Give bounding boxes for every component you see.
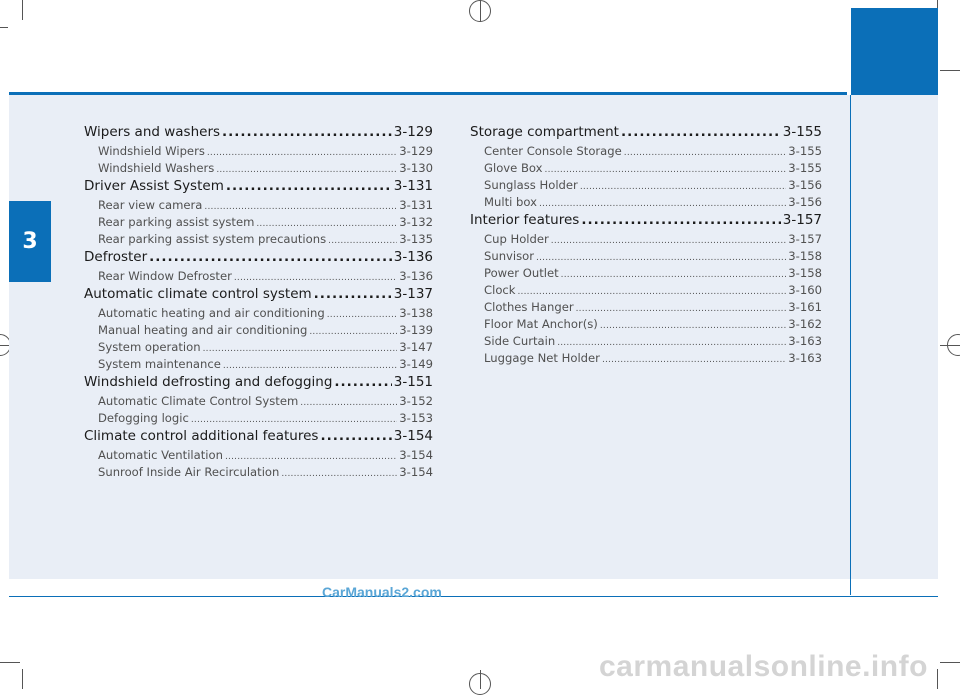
toc-entry[interactable] <box>470 144 822 161</box>
toc-page: 3-161 <box>788 300 822 314</box>
toc-section[interactable] <box>84 178 433 198</box>
toc-page: 3-138 <box>399 306 433 320</box>
toc-entry[interactable] <box>470 283 822 300</box>
toc-entry[interactable] <box>470 300 822 317</box>
bottom-rule <box>9 596 938 597</box>
toc-left-column <box>84 124 433 482</box>
toc-section[interactable] <box>470 124 822 144</box>
right-margin-rule <box>850 95 851 595</box>
toc-entry[interactable] <box>84 448 433 465</box>
leader-dots <box>226 178 392 194</box>
leader-dots <box>222 124 392 140</box>
toc-page: 3-131 <box>393 178 433 194</box>
toc-entry[interactable] <box>84 269 433 286</box>
toc-page: 3-129 <box>399 144 433 158</box>
leader-dots <box>621 124 781 140</box>
crop-mark <box>0 27 8 28</box>
toc-page: 3-131 <box>399 198 433 212</box>
toc-page: 3-137 <box>393 286 433 302</box>
leader-dots <box>602 351 786 365</box>
toc-entry[interactable] <box>470 334 822 351</box>
toc-title: Windshield Wipers <box>98 144 205 158</box>
leader-dots <box>328 232 397 246</box>
toc-entry[interactable] <box>470 266 822 283</box>
chapter-header-block <box>851 8 938 108</box>
toc-title: Climate control additional features <box>84 428 319 444</box>
top-rule <box>9 92 847 95</box>
leader-dots <box>536 249 786 263</box>
toc-section[interactable] <box>84 249 433 269</box>
crop-mark <box>940 662 960 663</box>
toc-title: Rear parking assist system <box>98 215 255 229</box>
toc-title: Driver Assist System <box>84 178 224 194</box>
toc-page: 3-154 <box>399 448 433 462</box>
toc-title: Luggage Net Holder <box>484 351 600 365</box>
toc-title: Automatic climate control system <box>84 286 312 302</box>
toc-title: Sunglass Holder <box>484 178 578 192</box>
toc-page: 3-163 <box>788 334 822 348</box>
toc-entry[interactable] <box>84 357 433 374</box>
toc-page: 3-158 <box>788 249 822 263</box>
leader-dots <box>624 144 787 158</box>
toc-page: 3-151 <box>393 374 433 390</box>
toc-title: Rear view camera <box>98 198 203 212</box>
toc-entry[interactable] <box>84 323 433 340</box>
leader-dots <box>216 161 397 175</box>
leader-dots <box>545 161 787 175</box>
toc-page: 3-156 <box>788 178 822 192</box>
toc-page: 3-162 <box>788 317 822 331</box>
toc-section[interactable] <box>84 428 433 448</box>
toc-page: 3-129 <box>393 124 433 140</box>
leader-dots <box>234 269 397 283</box>
leader-dots <box>207 144 397 158</box>
toc-page: 3-153 <box>399 411 433 425</box>
leader-dots <box>149 249 392 265</box>
toc-page: 3-155 <box>788 161 822 175</box>
toc-page: 3-154 <box>399 465 433 479</box>
toc-entry[interactable] <box>84 161 433 178</box>
leader-dots <box>557 334 786 348</box>
toc-title: Wipers and washers <box>84 124 221 140</box>
leader-dots <box>300 394 397 408</box>
chapter-tab: 3 <box>9 201 51 282</box>
toc-title: Glove Box <box>484 161 543 175</box>
toc-title: Defroster <box>84 249 148 265</box>
toc-title: System operation <box>98 340 201 354</box>
toc-title: Automatic Ventilation <box>98 448 223 462</box>
toc-entry[interactable] <box>84 306 433 323</box>
toc-page: 3-154 <box>393 428 433 444</box>
toc-page: 3-163 <box>788 351 822 365</box>
toc-title: Rear parking assist system precautions <box>98 232 327 246</box>
toc-section[interactable] <box>84 286 433 306</box>
leader-dots <box>191 411 397 425</box>
watermark: CarManuals2.com <box>322 584 442 600</box>
leader-dots <box>581 212 780 228</box>
toc-entry[interactable] <box>470 195 822 212</box>
toc-page: 3-139 <box>399 323 433 337</box>
toc-entry[interactable] <box>470 351 822 368</box>
toc-page: 3-136 <box>393 249 433 265</box>
crop-mark <box>22 0 23 20</box>
leader-dots <box>204 198 397 212</box>
toc-page: 3-149 <box>399 357 433 371</box>
toc-title: Interior features <box>470 212 580 228</box>
toc-section[interactable] <box>84 124 433 144</box>
toc-title: Center Console Storage <box>484 144 622 158</box>
toc-section[interactable] <box>470 212 822 232</box>
crop-mark <box>22 669 23 689</box>
toc-entry[interactable] <box>84 465 433 482</box>
toc-title: Windshield Washers <box>98 161 215 175</box>
toc-entry[interactable] <box>84 144 433 161</box>
leader-dots <box>576 300 787 314</box>
leader-dots <box>334 374 391 390</box>
toc-page: 3-136 <box>399 269 433 283</box>
toc-title: Sunroof Inside Air Recirculation <box>98 465 280 479</box>
toc-title: Clock <box>484 283 516 297</box>
leader-dots <box>518 283 787 297</box>
leader-dots <box>600 317 786 331</box>
leader-dots <box>561 266 787 280</box>
leader-dots <box>551 232 787 246</box>
toc-page: 3-152 <box>399 394 433 408</box>
toc-title: Manual heating and air conditioning <box>98 323 308 337</box>
crop-mark <box>480 0 481 22</box>
toc-title: Automatic heating and air conditioning <box>98 306 325 320</box>
toc-page: 3-155 <box>788 144 822 158</box>
toc-title: Clothes Hanger <box>484 300 574 314</box>
toc-title: Defogging logic <box>98 411 189 425</box>
toc-page: 3-135 <box>399 232 433 246</box>
toc-title: Side Curtain <box>484 334 556 348</box>
leader-dots <box>327 306 398 320</box>
toc-title: Sunvisor <box>484 249 535 263</box>
toc-entry[interactable] <box>84 198 433 215</box>
toc-title: Storage compartment <box>470 124 619 140</box>
toc-page: 3-147 <box>399 340 433 354</box>
crop-mark <box>940 345 960 346</box>
toc-entry[interactable] <box>84 394 433 411</box>
toc-title: Floor Mat Anchor(s) <box>484 317 598 331</box>
toc-title: Automatic Climate Control System <box>98 394 299 408</box>
toc-page: 3-156 <box>788 195 822 209</box>
toc-page: 3-160 <box>788 283 822 297</box>
toc-title: Cup Holder <box>484 232 549 246</box>
leader-dots <box>281 465 397 479</box>
toc-page: 3-157 <box>788 232 822 246</box>
toc-title: Power Outlet <box>484 266 559 280</box>
leader-dots <box>309 323 397 337</box>
toc-page: 3-158 <box>788 266 822 280</box>
toc-entry[interactable] <box>470 232 822 249</box>
leader-dots <box>256 215 397 229</box>
toc-entry[interactable] <box>470 178 822 195</box>
toc-entry[interactable] <box>470 317 822 334</box>
crop-mark <box>940 70 960 71</box>
toc-entry[interactable] <box>84 411 433 428</box>
leader-dots <box>223 357 397 371</box>
toc-right-column <box>470 124 822 368</box>
toc-title: Windshield defrosting and defogging <box>84 374 333 390</box>
toc-page: 3-130 <box>399 161 433 175</box>
leader-dots <box>320 428 391 444</box>
toc-title: Multi box <box>484 195 537 209</box>
toc-page: 3-157 <box>782 212 822 228</box>
toc-title: System maintenance <box>98 357 221 371</box>
toc-entry[interactable] <box>84 232 433 249</box>
crop-mark <box>937 669 938 689</box>
leader-dots <box>314 286 392 302</box>
toc-page: 3-155 <box>782 124 822 140</box>
toc-entry[interactable] <box>470 161 822 178</box>
toc-entry[interactable] <box>84 215 433 232</box>
leader-dots <box>225 448 397 462</box>
crop-mark <box>0 662 20 663</box>
toc-title: Rear Window Defroster <box>98 269 232 283</box>
leader-dots <box>539 195 786 209</box>
leader-dots <box>203 340 398 354</box>
toc-page: 3-132 <box>399 215 433 229</box>
leader-dots <box>580 178 786 192</box>
watermark: carmanualsonline.info <box>599 650 928 683</box>
toc-entry[interactable] <box>84 340 433 357</box>
crop-mark <box>480 670 481 689</box>
toc-section[interactable] <box>84 374 433 394</box>
toc-entry[interactable] <box>470 249 822 266</box>
